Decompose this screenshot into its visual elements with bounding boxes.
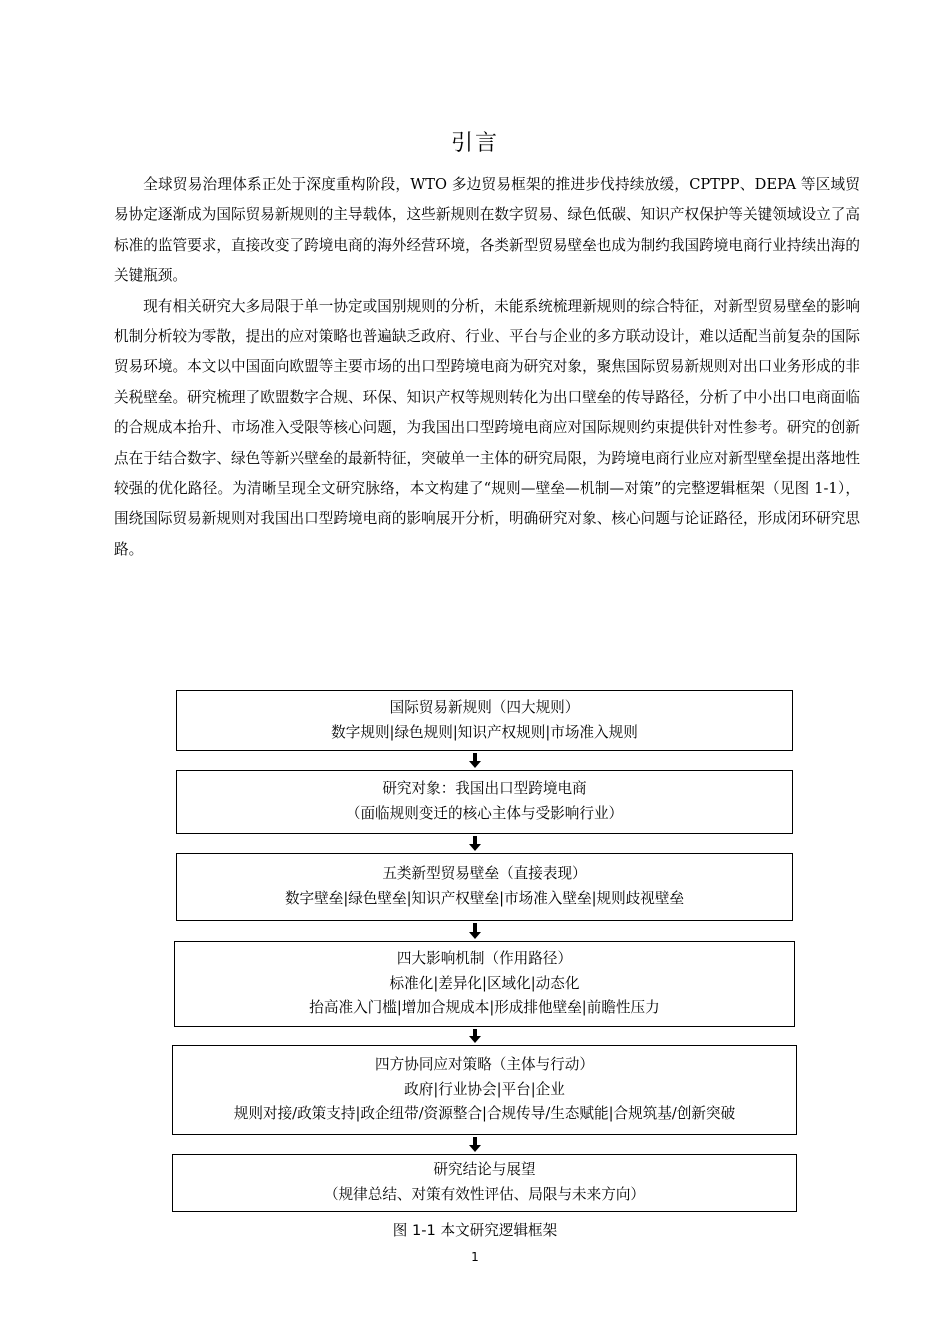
down-arrow-icon [468, 923, 482, 939]
down-arrow-icon [468, 753, 482, 768]
down-arrow-icon [468, 1029, 482, 1043]
page-title: 引言 [450, 131, 499, 156]
flowchart-box-line: 数字规则|绿色规则|知识产权规则|市场准入规则 [331, 723, 638, 741]
down-arrow-icon [468, 836, 482, 851]
down-arrow-icon [468, 1137, 482, 1152]
flowchart-rules-box [176, 690, 793, 751]
flowchart-barriers-box [176, 853, 793, 921]
figure-caption: 图 1-1 本文研究逻辑框架 [392, 1222, 558, 1239]
flowchart-box-line: 标准化|差异化|区域化|动态化 [389, 974, 580, 992]
flowchart-box-line: 国际贸易新规则（四大规则） [389, 698, 580, 716]
flowchart-box-line: 五类新型贸易壁垒（直接表现） [382, 865, 587, 883]
flowchart-box-line: 四大影响机制（作用路径） [396, 950, 573, 968]
flowchart-box-line: 抬高准入门槛|增加合规成本|形成排他壁垒|前瞻性压力 [309, 999, 660, 1017]
page-number: 1 [471, 1250, 479, 1264]
flowchart-box-line: 研究结论与展望 [433, 1161, 536, 1179]
flowchart-box-line: 研究对象：我国出口型跨境电商 [382, 780, 587, 798]
flowchart-box-line: （规律总结、对策有效性评估、局限与未来方向） [323, 1186, 646, 1203]
flowchart-conclusion-box [172, 1154, 797, 1212]
flowchart-research-object-box [176, 770, 793, 834]
flowchart-box-line: 四方协同应对策略（主体与行动） [375, 1056, 594, 1074]
flowchart-box-line: 数字壁垒|绿色壁垒|知识产权壁垒|市场准入壁垒|规则歧视壁垒 [284, 890, 685, 907]
flowchart-strategies-box [172, 1045, 797, 1135]
flowchart-box-line: 规则对接/政策支持|政企纽带/资源整合|合规传导/生态赋能|合规筑基/创新突破 [233, 1105, 736, 1123]
paragraph-2: 现有相关研究大多局限于单一协定或国别规则的分析，未能系统梳理新规则的综合特征，对新型贸易壁垒的影响机制分析较为零散，提出的应对策略也普遍缺乏政府、行业、平台与企业的多方联动设计，难以适配当前复杂的国际贸易环境。本文以中国面向欧盟等主要市场的出口型跨境电商为研究对象，聚焦国际贸易新规则对出口业务形成的非关税壁垒。研究梳理了欧盟数字合规、环保、知识产权等规则转化为出口壁垒的传导路径，分析了中小出口电商面临的合规成本抬升、市场准入受限等核心问题，为我国出口型跨境电商应对国际规则约束提供针对性参考。研究的创新点在于结合数字、绿色等新兴壁垒的最新特征，突破单一主体的研究局限，为跨境电商行业应对新型壁垒提出落地性较强的优化路径。为清晰呈现全文研究脉络，本文构建了“规则—壁垒—机制—对策”的完整逻辑框架（见图 1-1），围绕国际贸易新规则对我国出口型跨境电商的影响展开分析，明确研究对象、核心问题与论证路径，形成闭环研究思路。 [114, 297, 860, 558]
paragraph-1: 全球贸易治理体系正处于深度重构阶段，WTO 多边贸易框架的推进步伐持续放缓，CPTPP、DEPA 等区域贸易协定逐渐成为国际贸易新规则的主导载体，这些新规则在数字贸易、绿色低碳、知识产权保护等关键领域设立了高标准的监管要求，直接改变了跨境电商的海外经营环境，各类新型贸易壁垒也成为制约我国跨境电商行业持续出海的关键瓶颈。 [114, 176, 860, 285]
flowchart-box-line: 政府|行业协会|平台|企业 [404, 1080, 565, 1098]
flowchart-mechanisms-box [174, 941, 795, 1027]
flowchart-box-line: （面临规则变迁的核心主体与受影响行业） [345, 805, 624, 822]
body-text [114, 170, 860, 565]
